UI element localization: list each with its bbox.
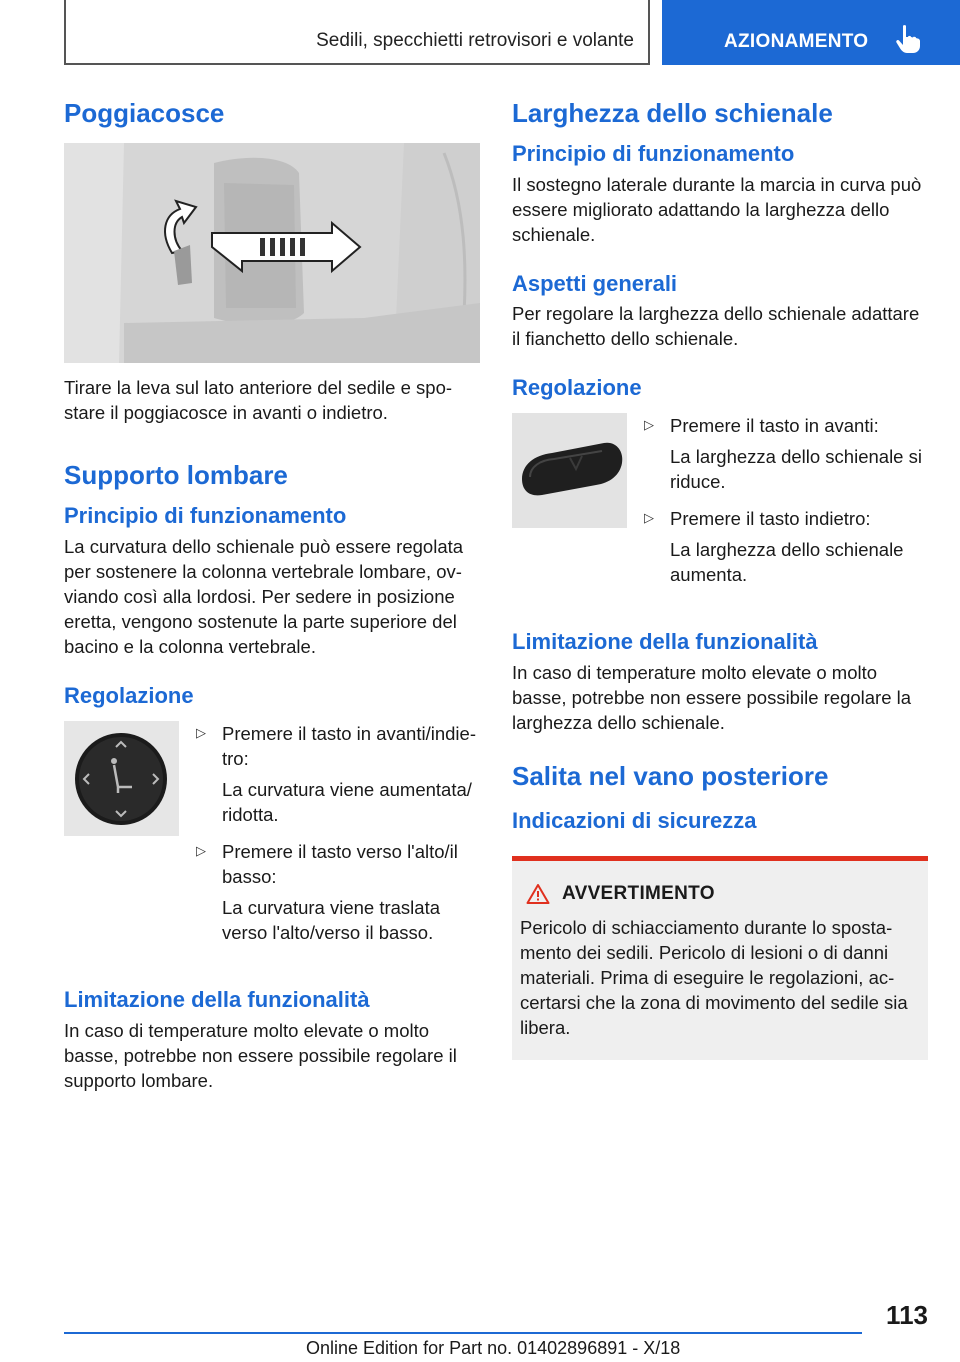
warning-header bbox=[526, 883, 920, 905]
step-result: La curvatura viene aumentata/ ridotta. bbox=[222, 779, 472, 826]
step-action: Premere il tasto indietro: bbox=[670, 508, 871, 530]
header-chapter-label: AZIONAMENTO bbox=[724, 31, 869, 52]
warning-box bbox=[512, 856, 928, 1060]
list-item bbox=[196, 839, 480, 951]
triangle-bullet-icon: ▷ bbox=[196, 843, 206, 859]
header-section-box bbox=[64, 0, 650, 65]
paragraph-principio-larghezza: Il sostegno laterale durante la marcia in curva può essere migliorato adattando la larghezza dello schienale. bbox=[512, 173, 922, 245]
list-item bbox=[644, 413, 928, 500]
paragraph-aspetti-generali: Per regolare la larghezza dello schienale adattare il fianchetto dello schienale. bbox=[512, 302, 920, 349]
step-action: Premere il tasto in avanti/indie‐tro: bbox=[222, 723, 476, 770]
pointing-hand-icon bbox=[894, 24, 922, 54]
paragraph-poggiacosce: Tirare la leva sul lato anteriore del sedile e spo‐stare il poggiacosce in avanti o indietro. bbox=[64, 377, 453, 424]
paragraph-limitazione-larghezza: In caso di temperature molto elevate o molto basse, potrebbe non essere possibile regolare la larghezza dello schienale. bbox=[512, 661, 912, 733]
width-adjustment-block bbox=[512, 413, 928, 599]
width-control-photo bbox=[512, 413, 627, 528]
heading-supporto-lombare: Supporto lombare bbox=[64, 460, 288, 491]
lumbar-switch-illustration bbox=[64, 721, 179, 836]
lumbar-control-photo bbox=[64, 721, 179, 836]
footer-edition: Online Edition for Part no. 01402896891 - X/18 bbox=[306, 1338, 681, 1358]
width-switch-illustration bbox=[512, 413, 627, 528]
step-action: Premere il tasto verso l'alto/il basso: bbox=[222, 841, 458, 888]
heading-larghezza: Larghezza dello schienale bbox=[512, 98, 833, 128]
heading-regolazione-lombare: Regolazione bbox=[64, 682, 194, 708]
lumbar-steps-list bbox=[196, 721, 480, 957]
warning-title: AVVERTIMENTO bbox=[562, 883, 715, 905]
footer-divider bbox=[64, 1332, 862, 1334]
heading-indicazioni-sicurezza: Indicazioni di sicurezza bbox=[512, 807, 757, 833]
triangle-bullet-icon: ▷ bbox=[196, 725, 206, 741]
list-item bbox=[644, 506, 928, 593]
header-chapter-tab[interactable] bbox=[662, 0, 960, 65]
thigh-support-figure bbox=[64, 143, 480, 363]
heading-principio-larghezza: Principio di funzionamento bbox=[512, 141, 795, 167]
heading-aspetti-generali: Aspetti generali bbox=[512, 270, 678, 296]
triangle-bullet-icon: ▷ bbox=[644, 510, 654, 526]
list-item bbox=[196, 721, 480, 833]
page-number: 113 bbox=[886, 1300, 928, 1330]
heading-salita: Salita nel vano posteriore bbox=[512, 760, 829, 791]
header-section-title: Sedili, specchietti retrovisori e volante bbox=[316, 30, 634, 51]
triangle-bullet-icon: ▷ bbox=[644, 417, 654, 433]
warning-text: Pericolo di schiacciamento durante lo sposta‐mento dei sedili. Pericolo di lesioni o di danni materiali. Prima di eseguire le regolazioni, ac‐certarsi che la zona di movimento del sedile sia libera. bbox=[520, 917, 908, 1039]
step-result: La larghezza dello schienale aumenta. bbox=[670, 539, 904, 586]
width-steps-list bbox=[644, 413, 928, 599]
heading-regolazione-larghezza: Regolazione bbox=[512, 374, 642, 400]
paragraph-limitazione-lombare: In caso di temperature molto elevate o molto basse, potrebbe non essere possibile regolare il supporto lombare. bbox=[64, 1019, 457, 1091]
left-column bbox=[64, 98, 480, 1093]
heading-poggiacosce: Poggiacosce bbox=[64, 98, 225, 128]
step-result: La larghezza dello schienale si riduce. bbox=[670, 446, 922, 493]
heading-limitazione-larghezza: Limitazione della funzionalità bbox=[512, 629, 818, 655]
heading-limitazione-lombare: Limitazione della funzionalità bbox=[64, 987, 370, 1013]
step-result: La curvatura viene traslata verso l'alto/verso il basso. bbox=[222, 897, 441, 944]
lumbar-adjustment-block bbox=[64, 721, 480, 957]
heading-principio-lombare: Principio di funzionamento bbox=[64, 503, 347, 529]
thigh-support-illustration bbox=[64, 143, 480, 363]
right-column bbox=[512, 98, 928, 1060]
step-action: Premere il tasto in avanti: bbox=[670, 415, 879, 437]
warning-triangle-icon bbox=[526, 883, 550, 905]
paragraph-principio-lombare: La curvatura dello schienale può essere regolata per sostenere la colonna vertebrale lombare, ov‐viando così alla lordosi. Per sedere in posizione eretta, vengono sostenute la parte superiore del bacino e la colonna vertebrale. bbox=[64, 535, 464, 657]
